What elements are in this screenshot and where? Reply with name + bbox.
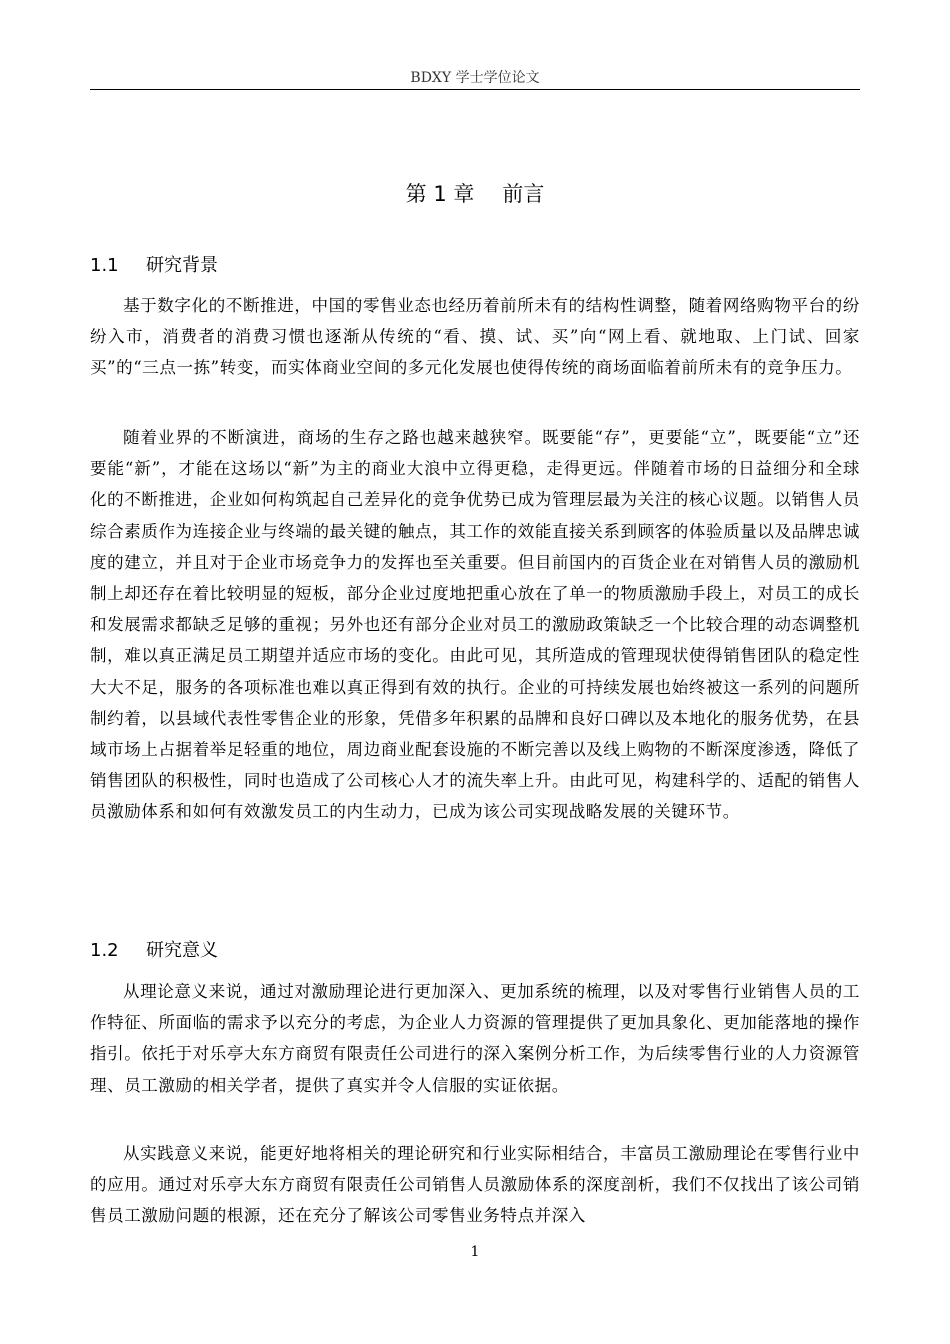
paragraph: 随着业界的不断演进，商场的生存之路也越来越狭窄。既要能“存”，更要能“立”，既要能“立”还要能“新”，才能在这场以“新”为主的商业大浪中立得更稳，走得更远。伴随着市场的日益细分和全球化的不断推进，企业如何构筑起自己差异化的竞争优势已成为管理层最为关注的核心议题。以销售人员综合素质作为连接企业与终端的最关键的触点，其工作的效能直接关系到顾客的体验质量以及品牌忠诚度的建立，并且对于企业市场竞争力的发挥也至关重要。但目前国内的百货企业在对销售人员的激励机制上却还存在着比较明显的短板，部分企业过度地把重心放在了单一的物质激励手段上，对员工的成长和发展需求都缺乏足够的重视；另外也还有部分企业对员工的激励政策缺乏一个比较合理的动态调整机制，难以真正满足员工期望并适应市场的变化。由此可见，其所造成的管理现状使得销售团队的稳定性大大不足，服务的各项标准也难以真正得到有效的执行。企业的可持续发展也始终被这一系列的问题所制约着，以县域代表性零售企业的形象，凭借多年积累的品牌和良好口碑以及本地化的服务优势，在县域市场上占据着举足轻重的地位，周边商业配套设施的不断完善以及线上购物的不断深度渗透，降低了销售团队的积极性，同时也造成了公司核心人才的流失率上升。由此可见，构建科学的、适配的销售人员激励体系和如何有效激发员工的内生动力，已成为该公司实现战略发展的关键环节。 — [90, 428, 860, 822]
section-number: 1.1 — [90, 255, 119, 276]
section-title: 研究背景 — [146, 255, 218, 276]
section-title: 研究意义 — [146, 940, 218, 961]
section-heading-1-2 — [90, 937, 218, 965]
chapter-number: 第 1 章 — [405, 182, 475, 206]
chapter-title — [90, 178, 860, 210]
chapter-name: 前言 — [502, 182, 545, 206]
section-heading-1-1 — [90, 252, 218, 280]
paragraph: 从理论意义来说，通过对激励理论进行更加深入、更加系统的梳理，以及对零售行业销售人员的工作特征、所面临的需求予以充分的考虑，为企业人力资源的管理提供了更加具象化、更加能落地的操作指引。依托于对乐亭大东方商贸有限责任公司进行的深入案例分析工作，为后续零售行业的人力资源管理、员工激励的相关学者，提供了真实并令人信服的实证依据。 — [90, 982, 860, 1095]
paragraph: 基于数字化的不断推进，中国的零售业态也经历着前所未有的结构性调整，随着网络购物平台的纷纷入市，消费者的消费习惯也逐渐从传统的“看、摸、试、买”向“网上看、就地取、上门试、回家买”的“三点一拣”转变，而实体商业空间的多元化发展也使得传统的商场面临着前所未有的竞争压力。 — [90, 296, 860, 378]
section-number: 1.2 — [90, 940, 119, 961]
page-header: BDXY 学士学位论文 — [410, 70, 540, 86]
header-rule — [90, 89, 860, 90]
paragraph: 从实践意义来说，能更好地将相关的理论研究和行业实际相结合，丰富员工激励理论在零售行业中的应用。通过对乐亭大东方商贸有限责任公司销售人员激励体系的深度剖析，我们不仅找出了该公司销售员工激励问题的根源，还在充分了解该公司零售业务特点并深入 — [90, 1144, 860, 1226]
page-number: 1 — [470, 1244, 480, 1260]
